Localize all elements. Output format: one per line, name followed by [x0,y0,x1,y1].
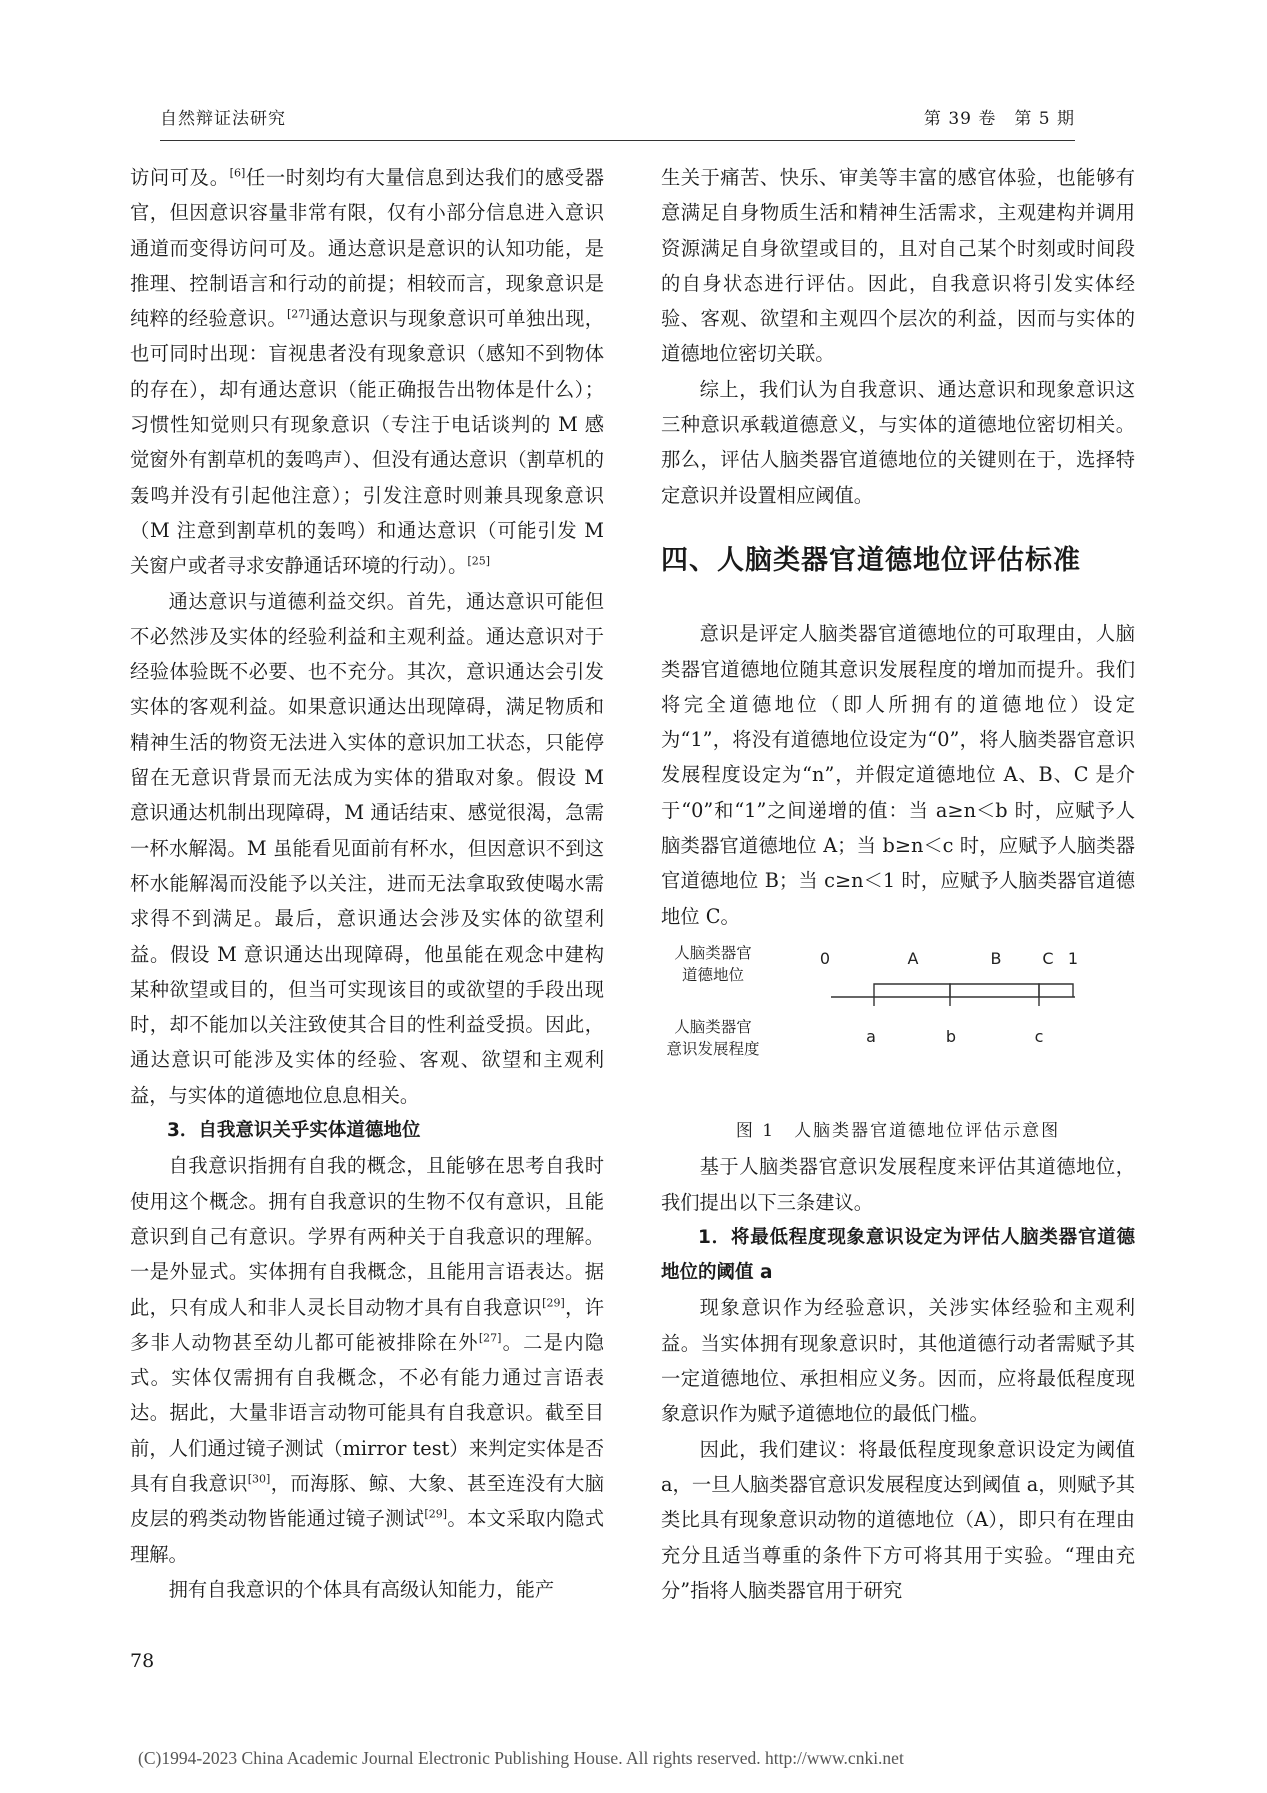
text-run: 。二是内隐式。实体仅需拥有自我概念，不必有能力通过言语表达。据此，大量非语言动物可能具有自我意识。截至目前，人们通过镜子测试（mirror test）来判定实体是否具有自我意识 [130,1330,604,1495]
body-paragraph [130,1572,604,1607]
left-column [130,160,604,1607]
body-paragraph [661,1290,1135,1431]
text-run: 。本文采取内隐式理解。 [130,1507,605,1566]
text-run: 因此，我们建议：将最低程度现象意识设定为阈值 a，一旦人脑类器官意识发展程度达到阈值 a，则赋予其类比具有现象意识动物的道德地位（A），即只有在理由充分且适当尊重的条件下方可将其用于实验。“理由充分”指将人脑类器官用于研究 [661,1437,1135,1602]
body-paragraph [130,160,604,584]
text-run: 综上，我们认为自我意识、通达意识和现象意识这三种意识承载道德意义，与实体的道德地位密切相关。那么，评估人脑类器官道德地位的关键则在于，选择特定意识并设置相应阈值。 [661,377,1135,507]
figure-label-1: 1 [1067,948,1079,968]
page-number: 78 [130,1650,155,1672]
text-run: 意识是评定人脑类器官道德地位的可取理由，人脑类器官道德地位随其意识发展程度的增加而提升。我们将完全道德地位（即人所拥有的道德地位）设定为“1”，将没有道德地位设定为“0”，将人脑类器官意识发展程度设定为“n”，并假定道德地位 A、B、C 是介于“0”和“1”之间递增的值：当 a≥n＜b 时，应赋予人脑类器官道德地位 A；当 b≥n＜c 时，应赋予人脑类器官道德地位 B；当 c≥n＜1 时，应赋予人脑类器官道德地位 C。 [661,622,1135,928]
citation-ref: [29] [424,1507,447,1521]
right-column-top [661,160,1135,934]
subsection-heading [661,1220,1135,1291]
text-run: 任一时刻均有大量信息到达我们的感受器官，但因意识容量非常有限，仅有小部分信息进入意识通道而变得访问可及。通达意识是意识的认知功能，是推理、控制语言和行动的前提；相较而言，现象意识是纯粹的经验意识。 [130,166,605,331]
text-run: 基于人脑类器官意识发展程度来评估其道德地位，我们提出以下三条建议。 [661,1155,1135,1214]
subsection-heading [130,1113,604,1148]
copyright-notice: (C)1994-2023 China Academic Journal Electronic Publishing House. All rights reserved. http://www.cnki.net [138,1748,904,1768]
header-rule [160,140,1075,141]
citation-ref: [27] [287,307,310,321]
text-run: 四、人脑类器官道德地位评估标准 [661,544,1081,576]
body-paragraph [661,1149,1135,1220]
figure-label-a: a [866,1026,876,1046]
right-column-bottom [661,1149,1135,1608]
figure-bracket-b [950,984,1039,997]
text-run: 通达意识与现象意识可单独出现，也可同时出现：盲视患者没有现象意识（感知不到物体的存在），却有通达意识（能正确报告出物体是什么）；习惯性知觉则只有现象意识（专注于电话谈判的 M 感觉窗外有割草机的轰鸣声）、但没有通达意识（割草机的轰鸣并没有引起他注意）；引发注意时则兼具现象意识（M 注意到割草机的轰鸣）和通达意识（可能引发 M 关窗户或者寻求安静通话环境的行动）。 [130,307,605,578]
body-paragraph [130,1148,604,1572]
figure-label-B: B [990,948,1002,968]
figure-row2-label-line: 意识发展程度 [666,1039,760,1058]
figure-label-0: 0 [819,948,831,968]
text-run: 自我意识指拥有自我的概念，且能够在思考自我时使用这个概念。拥有自我意识的生物不仅有意识，且能意识到自己有意识。学界有两种关于自我意识的理解。一是外显式。实体拥有自我概念，且能用言语表达。据此，只有成人和非人灵长目动物才具有自我意识 [130,1154,604,1319]
body-paragraph [661,616,1135,934]
figure-row2-label-line: 人脑类器官 [674,1017,752,1036]
text-run: 通达意识与道德利益交织。首先，通达意识可能但不必然涉及实体的经验利益和主观利益。通达意识对于经验体验既不必要、也不充分。其次，意识通达会引发实体的客观利益。如果意识通达出现障碍，满足物质和精神生活的物资无法进入实体的意识加工状态，只能停留在无意识背景而无法成为实体的猎取对象。假设 M 意识通达机制出现障碍，M 通话结束、感觉很渴，急需一杯水解渴。M 虽能看见面前有杯水，但因意识不到这杯水能解渴而没能予以关注，进而无法拿取致使喝水需求得不到满足。最后，意识通达会涉及实体的欲望利益。假设 M 意识通达出现障碍，他虽能在观念中建构某种欲望或目的，但当可实现该目的或欲望的手段出现时，却不能加以关注致使其合目的性利益受损。因此，通达意识可能涉及实体的经验、客观、欲望和主观利益，与实体的道德地位息息相关。 [130,589,604,1107]
figure-label-c: c [1034,1026,1044,1046]
text-run: 3．自我意识关乎实体道德地位 [167,1120,421,1142]
body-paragraph [661,1432,1135,1608]
figure-1 [661,934,1135,1114]
figure-bracket-c [1039,984,1073,997]
citation-ref: [25] [467,554,491,568]
right-column [661,160,1135,1608]
text-run: 拥有自我意识的个体具有高级认知能力，能产 [168,1577,555,1601]
text-run: 生关于痛苦、快乐、审美等丰富的感官体验，也能够有意满足自身物质生活和精神生活需求，主观建构并调用资源满足自身欲望或目的，且对自己某个时刻或时间段的自身状态进行评估。因此，自我意识将引发实体经验、客观、欲望和主观四个层次的利益，因而与实体的道德地位密切关联。 [661,166,1135,366]
figure-label-A: A [907,948,919,968]
text-run: 现象意识作为经验意识，关涉实体经验和主观利益。当实体拥有现象意识时，其他道德行动者需赋予其一定道德地位、承担相应义务。因而，应将最低程度现象意识作为赋予道德地位的最低门槛。 [661,1296,1135,1426]
body-paragraph [130,584,604,1113]
citation-ref: [30] [247,1472,271,1486]
figure-row1-label-line: 人脑类器官 [674,943,752,962]
figure-row1-label-line: 道德地位 [681,965,744,984]
text-run: 访问可及。 [130,166,230,189]
figure-scale-diagram [661,934,1135,1114]
body-paragraph [661,160,1135,372]
body-paragraph [661,372,1135,513]
issue-info: 第 39 卷 第 5 期 [923,109,1075,129]
text-run: 1．将最低程度现象意识设定为评估人脑类器官道德地位的阈值 a [661,1226,1135,1284]
citation-ref: [29] [542,1296,565,1310]
figure-label-C: C [1042,948,1054,968]
figure-bracket-a [874,984,950,997]
text-run: ，而海豚、鲸、大象、甚至连没有大脑皮层的鸦类动物皆能通过镜子测试 [130,1471,605,1531]
journal-title: 自然辩证法研究 [160,109,286,129]
figure-caption: 图 1 人脑类器官道德地位评估示意图 [735,1120,1061,1141]
text-run: ，许多非人动物甚至幼儿都可能被排除在外 [130,1295,605,1354]
section-heading [661,543,1135,578]
citation-ref: [6] [229,166,246,180]
citation-ref: [27] [478,1331,502,1345]
figure-label-b: b [945,1026,957,1046]
